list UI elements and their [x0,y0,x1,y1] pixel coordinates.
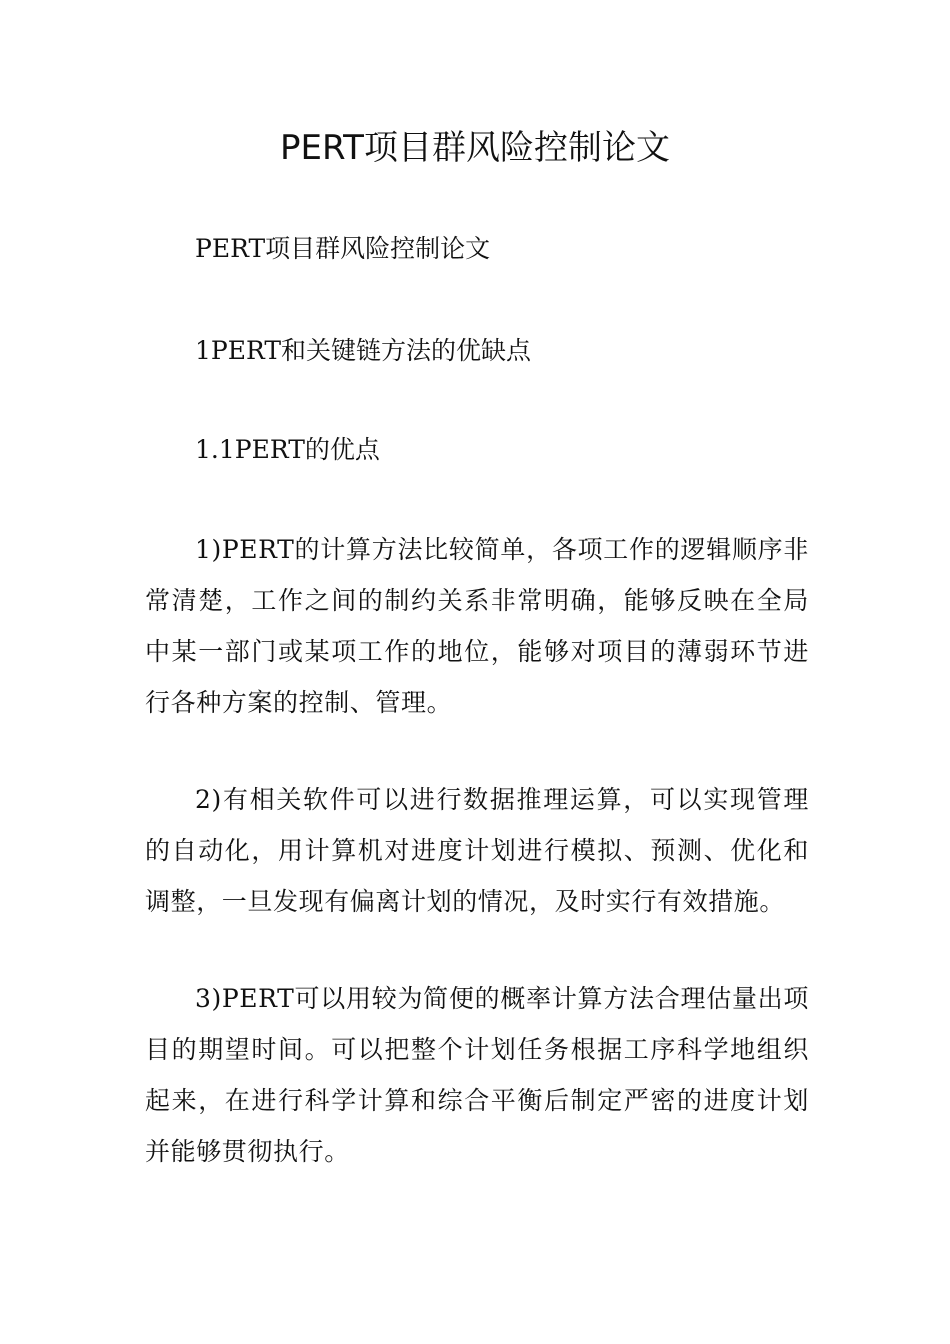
paragraph-1: 1)PERT的计算方法比较简单，各项工作的逻辑顺序非常清楚，工作之间的制约关系非常明确，能够反映在全局中某一部门或某项工作的地位，能够对项目的薄弱环节进行各种方案的控制、管理。 [145,535,809,717]
paragraph-2: 2)有相关软件可以进行数据推理运算，可以实现管理的自动化，用计算机对进度计划进行模拟、预测、优化和调整，一旦发现有偏离计划的情况，及时实行有效措施。 [145,785,809,916]
subsection-heading: 1.1PERT的优点 [195,435,380,464]
paragraph-3: 3)PERT可以用较为简便的概率计算方法合理估量出项目的期望时间。可以把整个计划任务根据工序科学地组织起来，在进行科学计算和综合平衡后制定严密的进度计划并能够贯彻执行。 [145,984,809,1166]
document-subtitle: PERT项目群风险控制论文 [195,234,491,263]
section-heading: 1PERT和关键链方法的优缺点 [195,336,532,365]
document-title: PERT项目群风险控制论文 [280,128,670,168]
